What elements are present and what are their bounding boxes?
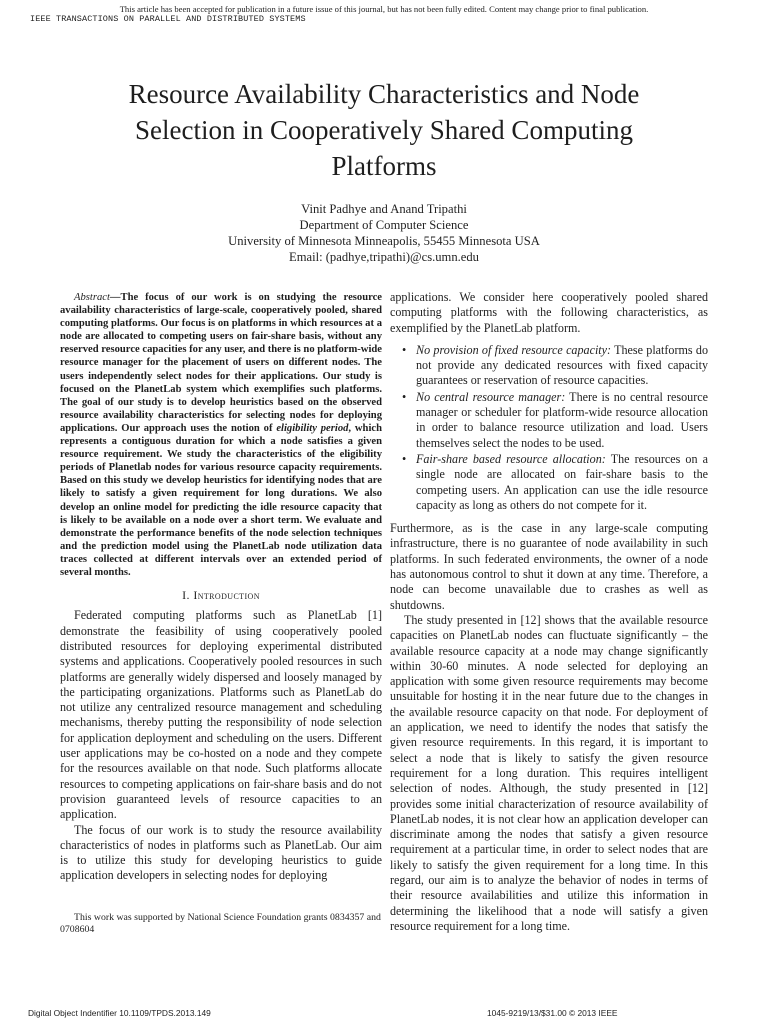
author-university: University of Minnesota Minneapolis, 55455 Minnesota USA (228, 234, 540, 248)
list-item (390, 452, 708, 513)
publication-notice: This article has been accepted for publication in a future issue of this journal, but has not been fully edited. Content may change prior to final publication. (119, 4, 649, 14)
list-item-label: No provision of fixed resource capacity: (416, 342, 612, 357)
abstract-label: Abstract (74, 292, 110, 303)
right-intro-paragraph: applications. We consider here cooperatively pooled shared computing platforms with the following characteristics, as exemplified by the PlanetLab platform. (390, 290, 708, 335)
funding-footnote: This work was supported by National Science Foundation grants 0834357 and 0708604 (60, 912, 381, 935)
list-item-text: The resources on a single node are allocated on fair-share basis to the competing users. An application can use the idle resource capacity as long as others do not compete for it. (416, 451, 709, 512)
list-item (390, 390, 708, 451)
title-line-1: Resource Availability Characteristics and Node (128, 79, 640, 109)
section-title: Introduction (193, 588, 260, 603)
title-line-2: Selection in Cooperatively Shared Computing (135, 115, 633, 145)
right-paragraph-1: Furthermore, as is the case in any large-scale computing infrastructure, there is no guarantee of node availability in such platforms. In such federated environments, the owner of a node has autonomous control to shut it down at any time. Therefore, a node can become unavailable due to crashes as well as shutdowns. (390, 521, 708, 612)
section-numeral: I. (182, 588, 190, 603)
bullet-icon: • (402, 389, 407, 404)
section-heading-introduction (60, 588, 382, 603)
list-item-text: These platforms do not provide any dedicated resources with fixed capacity guarantees or reservation of resource capacities. (416, 342, 708, 388)
running-head: IEEE TRANSACTIONS ON PARALLEL AND DISTRIBUTED SYSTEMS (30, 14, 306, 24)
right-paragraph-2: The study presented in [12] shows that the available resource capacities on PlanetLab nodes can fluctuate significantly – the available resource capacity at a node may change significantly within 30-60 minutes. A node selected for deploying an application with some given resource requirements may become unsuitable for hosting it in the near future due to the changes in the available resource capacity on that node. For deployment of an application, we need to identify the nodes that satisfy the given resource requirements. In this regard, it is important to select a node that is likely to satisfy the given resource requirement for a long duration. This requires intelligent selection of nodes. Although, the study presented in [12] provides some initial characterization of resource availability of PlanetLab nodes, it is not clear how an application developer can discriminate among the nodes that satisfy a given resource requirement at a particular time, in order to select nodes that are likely to satisfy the given requirement for a long time. In this regard, our aim is to analyze the behavior of nodes in terms of their resource availabilities and utilize this information in determining the likelihood that a node will satisfy a given resource requirement for a long time. (390, 612, 708, 933)
bullet-icon: • (402, 451, 407, 466)
abstract-dash: — (109, 292, 121, 303)
author-department: Department of Computer Science (299, 218, 469, 232)
bullet-icon: • (402, 342, 407, 357)
platform-characteristics-list (390, 343, 708, 513)
abstract (60, 291, 382, 579)
author-email: Email: (padhye,tripathi)@cs.umn.edu (289, 250, 479, 264)
author-block (100, 201, 668, 265)
left-column (60, 291, 382, 884)
abstract-emphasis: eligibility period (276, 422, 349, 434)
list-item-label: Fair-share based resource allocation: (416, 451, 606, 466)
doi-footer: Digital Object Indentifier 10.1109/TPDS.2013.149 (28, 1008, 211, 1018)
list-item-text: There is no central resource manager or scheduler for platform-wide resource allocation in order to balance resource utilization and load. Users themselves select the nodes to be used. (416, 389, 708, 450)
intro-paragraph-1: Federated computing platforms such as PlanetLab [1] demonstrate the feasibility of using cooperatively pooled distributed resources for deploying experimental distributed systems and applications. Cooperatively pooled resources in such platforms are generally widely dispersed and loosely managed by the participating organizations. Platforms such as PlanetLab do not utilize any centralized resource management and scheduling mechanisms, thereby putting the responsibility of node selection for application deployment and scheduling on the users. Different user applications may be co-hosted on a node and they compete for the resources available on that node. Such platforms allocate resources to competing applications on fair-share basis and do not provision guaranteed levels of resource capacities to an application. (60, 608, 382, 822)
list-item (390, 343, 708, 389)
right-column (390, 290, 708, 934)
list-item-label: No central resource manager: (416, 389, 566, 404)
abstract-text-b: , which represents a contiguous duration for which a node satisfies a given resource requirement. We study the characteristics of the eligibility periods of Planetlab nodes for various resource capacity requirements. Based on this study we develop heuristics for identifying nodes that are likely to satisfy a given requirement for long durations. We also develop an online model for predicting the idle resource capacity that is likely to be available on a node over a short term. We evaluate and demonstrate the performance benefits of the node selection techniques and the prediction model using the PlanetLab node utilization data traces collected at different intervals over an extended period of several months. (60, 422, 382, 578)
author-names: Vinit Padhye and Anand Tripathi (301, 202, 467, 216)
intro-paragraph-2: The focus of our work is to study the resource availability characteristics of nodes in platforms such as PlanetLab. Our aim is to utilize this study for developing heuristics to guide application developers in selecting nodes for deploying (60, 822, 382, 883)
copyright-footer: 1045-9219/13/$31.00 © 2013 IEEE (487, 1008, 618, 1018)
abstract-text-a: The focus of our work is on studying the resource availability characteristics of large-scale, cooperatively pooled, shared computing platforms. Our focus is on platforms in which resources at a node are allocated to competing users on fair-share basis, without any reserved resource capacities for any user, and there is no platform-wide resource manager for the placement of users on different nodes. The users independently select nodes for their applications. Our study is focused on the PlanetLab system which exemplifies such platforms. The goal of our study is to develop heuristics based on the observed resource availability characteristics for selecting nodes for deploying applications. Our approach uses the notion of (60, 292, 382, 434)
paper-title (60, 76, 708, 184)
title-line-3: Platforms (331, 151, 437, 181)
